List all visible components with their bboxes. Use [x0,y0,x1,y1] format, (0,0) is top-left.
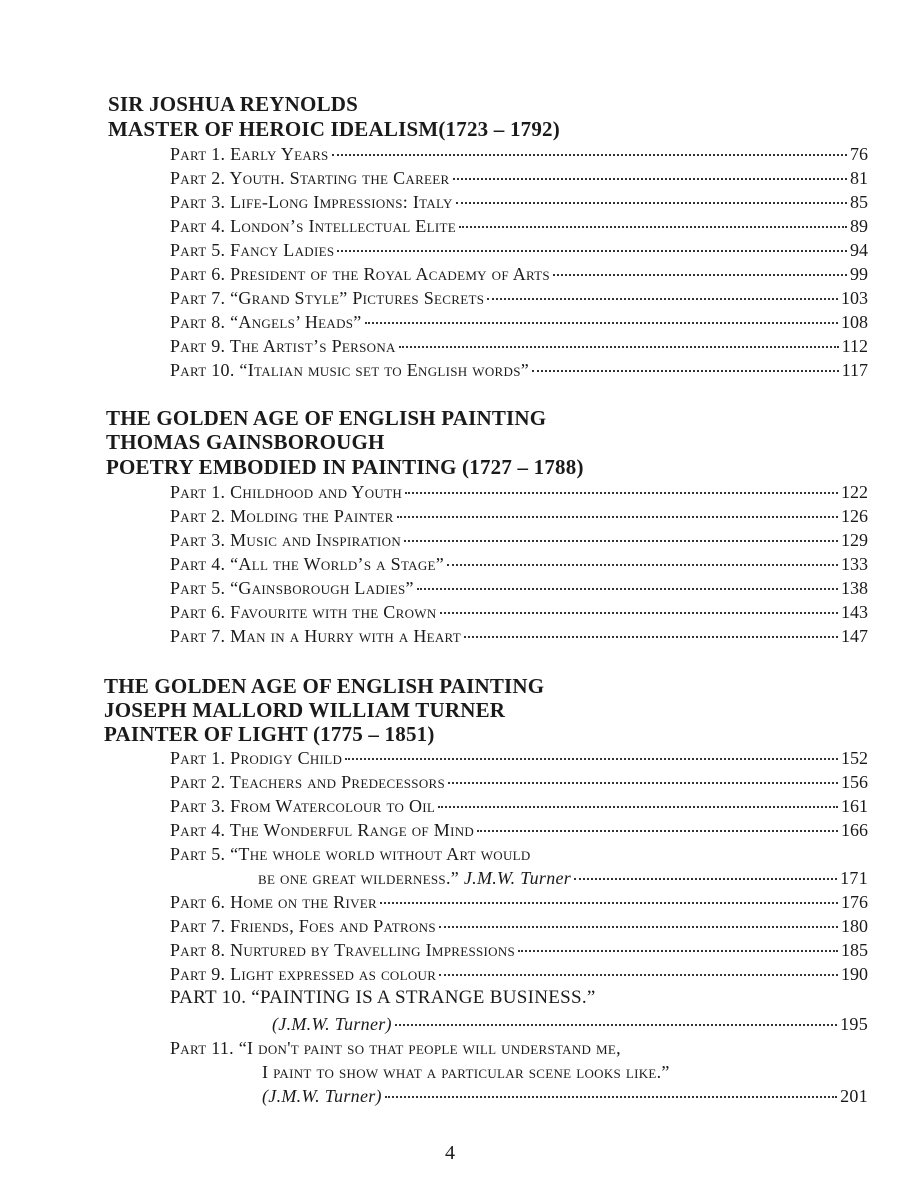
toc-entry[interactable]: Part 10. “Italian music set to English words” 117 [170,360,868,380]
toc-entry[interactable]: Part 7. “Grand Style” Pictures Secrets 103 [170,288,868,308]
page-number: 4 [445,1142,455,1164]
toc-entry[interactable]: Part 1. Prodigy Child 152 [170,748,868,768]
toc-entry-line[interactable]: Part 11. “I don't paint so that people will understand me, [170,1038,621,1058]
toc-entry[interactable]: Part 7. Man in a Hurry with a Heart 147 [170,626,868,646]
toc-entry[interactable]: Part 4. “All the World’s a Stage” 133 [170,554,868,574]
toc-entry[interactable]: Part 9. Light expressed as colour 190 [170,964,868,984]
toc-entry[interactable]: Part 4. London’s Intellectual Elite 89 [170,216,868,236]
toc-entry[interactable]: Part 3. Music and Inspiration 129 [170,530,868,550]
section-heading: THE GOLDEN AGE OF ENGLISH PAINTING [104,674,545,698]
toc-entry[interactable]: Part 1. Childhood and Youth 122 [170,482,868,502]
toc-entry[interactable]: Part 4. The Wonderful Range of Mind 166 [170,820,868,840]
toc-entry[interactable]: Part 1. Early Years 76 [170,144,868,164]
section-heading: SIR JOSHUA REYNOLDS [108,92,359,116]
toc-entry[interactable]: Part 7. Friends, Foes and Patrons 180 [170,916,868,936]
toc-entry[interactable]: Part 5. “Gainsborough Ladies” 138 [170,578,868,598]
toc-entry[interactable]: Part 2. Molding the Painter 126 [170,506,868,526]
toc-entry[interactable]: Part 5. Fancy Ladies 94 [170,240,868,260]
toc-entry-line[interactable]: Part 5. “The whole world without Art would [170,844,531,864]
section-subheading: POETRY EMBODIED IN PAINTING (1727 – 1788) [106,455,584,479]
section-subheading: PAINTER OF LIGHT (1775 – 1851) [104,722,435,746]
toc-entry[interactable]: Part 6. Favourite with the Crown 143 [170,602,868,622]
toc-entry[interactable]: Part 9. The Artist’s Persona 112 [170,336,868,356]
toc-entry[interactable]: be one great wilderness.” J.M.W. Turner 171 [258,868,868,888]
section-subheading: MASTER OF HEROIC IDEALISM(1723 – 1792) [108,117,560,141]
section-subheading: JOSEPH MALLORD WILLIAM TURNER [104,698,506,722]
toc-entry[interactable]: Part 8. “Angels’ Heads” 108 [170,312,868,332]
toc-entry[interactable]: Part 2. Teachers and Predecessors 156 [170,772,868,792]
toc-entry[interactable]: Part 6. Home on the River 176 [170,892,868,912]
toc-entry-line: I paint to show what a particular scene looks like.” [262,1062,670,1082]
toc-entry-line[interactable]: PART 10. “PAINTING IS A STRANGE BUSINESS.” [170,987,596,1008]
toc-entry[interactable]: Part 6. President of the Royal Academy of Arts 99 [170,264,868,284]
toc-entry[interactable]: (J.M.W. Turner) 195 [272,1014,868,1034]
toc-entry[interactable]: Part 3. Life-Long Impressions: Italy 85 [170,192,868,212]
toc-entry[interactable]: Part 8. Nurtured by Travelling Impressions 185 [170,940,868,960]
toc-entry[interactable]: Part 2. Youth. Starting the Career 81 [170,168,868,188]
toc-entry[interactable]: (J.M.W. Turner) 201 [262,1086,868,1106]
toc-entry[interactable]: Part 3. From Watercolour to Oil 161 [170,796,868,816]
section-subheading: THOMAS GAINSBOROUGH [106,430,385,454]
section-heading: THE GOLDEN AGE OF ENGLISH PAINTING [106,406,547,430]
